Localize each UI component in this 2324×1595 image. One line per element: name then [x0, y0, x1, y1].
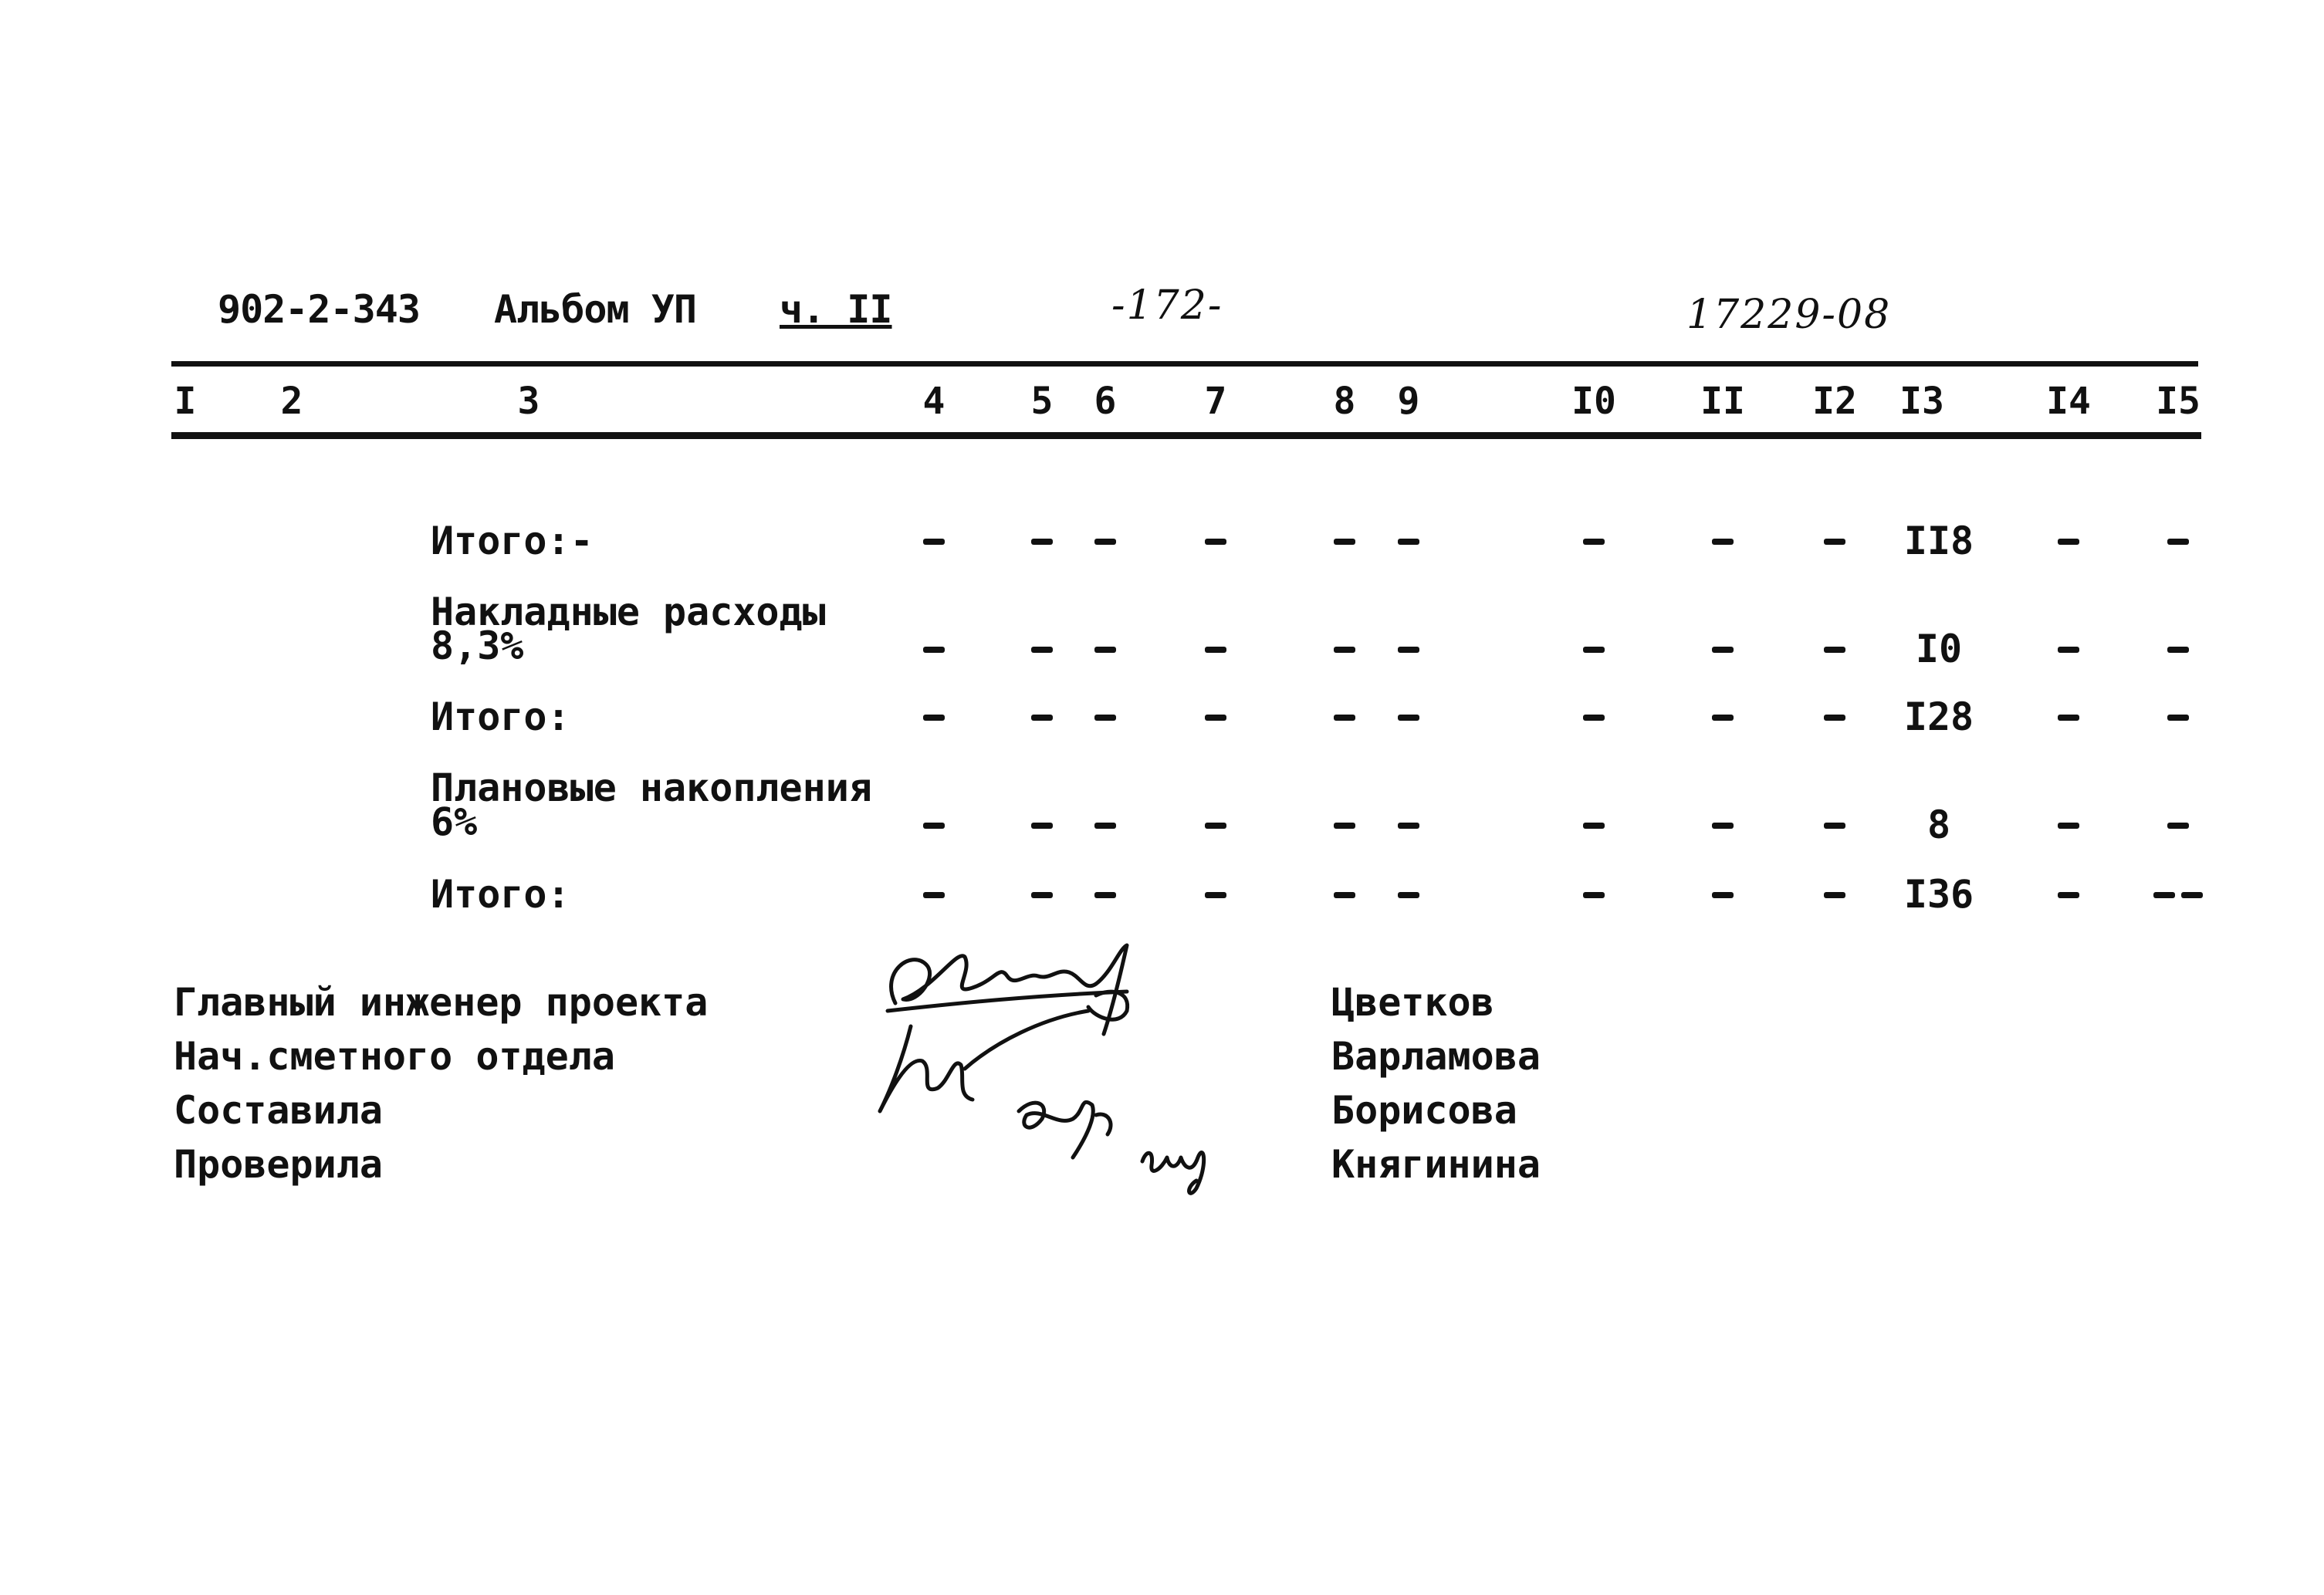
dash-stroke [2058, 715, 2079, 721]
col-num-5: 5 [1030, 380, 1054, 423]
dash-stroke [923, 823, 945, 829]
dash-stroke [2153, 892, 2175, 898]
dash-stroke [2058, 539, 2079, 545]
dash-stroke [923, 539, 945, 545]
table-cell [1583, 539, 1605, 545]
col-num-14: I4 [2046, 380, 2091, 423]
table-cell [1398, 647, 1419, 653]
dash-stroke [923, 892, 945, 898]
table-cell [2058, 823, 2079, 829]
row-label-total-3 [431, 872, 570, 917]
table-cell [1824, 539, 1845, 545]
dash-stroke [1712, 715, 1734, 721]
table-cell: I36 [1903, 872, 1974, 917]
dash-stroke [1583, 823, 1605, 829]
table-cell [1824, 647, 1845, 653]
dash-stroke [923, 647, 945, 653]
handwritten-signatures [864, 903, 1266, 1211]
signatory-role-checked: Проверила [174, 1142, 383, 1187]
col-num-2: 2 [280, 380, 303, 423]
table-cell [1094, 539, 1116, 545]
col-num-15: I5 [2156, 380, 2201, 423]
table-cell [1334, 715, 1355, 721]
dash-stroke [1824, 539, 1845, 545]
col-num-6: 6 [1094, 380, 1117, 423]
row-label-percent: 6% [431, 799, 478, 844]
col-num-9: 9 [1397, 380, 1420, 423]
dash-stroke [1334, 539, 1355, 545]
dash-stroke [2167, 539, 2189, 545]
table-cell [1398, 539, 1419, 545]
top-rule [171, 361, 2198, 367]
col-num-13: I3 [1899, 380, 1944, 423]
table-cell [1094, 715, 1116, 721]
table-cell [923, 823, 945, 829]
dash-stroke [1712, 823, 1734, 829]
dash-stroke [923, 715, 945, 721]
dash-stroke [1205, 823, 1226, 829]
dash-stroke [1031, 892, 1053, 898]
dash-stroke [1031, 647, 1053, 653]
table-cell [1094, 823, 1116, 829]
dash-stroke [1205, 647, 1226, 653]
dash-stroke [1398, 647, 1419, 653]
signatory-name-3: Борисова [1331, 1088, 1517, 1133]
table-cell [1712, 715, 1734, 721]
col-num-11: II [1700, 380, 1745, 423]
dash-stroke [1398, 715, 1419, 721]
col-num-3: 3 [517, 380, 540, 423]
table-cell [1583, 647, 1605, 653]
dash-stroke [1398, 823, 1419, 829]
table-cell [2167, 715, 2189, 721]
row-label-text: Итого: [431, 694, 570, 739]
table-cell [1334, 539, 1355, 545]
col-num-8: 8 [1333, 380, 1356, 423]
dash-stroke [1583, 647, 1605, 653]
table-cell [1712, 647, 1734, 653]
signatory-name-1: Цветков [1331, 980, 1494, 1025]
signatory-role-chief-engineer: Главный инженер проекта [174, 980, 709, 1025]
table-cell [1031, 647, 1053, 653]
sheet-code: 17229-08 [1686, 292, 1892, 338]
row-label-planned-savings [431, 765, 872, 844]
dash-stroke [1334, 823, 1355, 829]
dash-stroke [2058, 823, 2079, 829]
dash-stroke [1398, 539, 1419, 545]
table-cell [1824, 823, 1845, 829]
dash-stroke [1398, 892, 1419, 898]
table-cell [1031, 539, 1053, 545]
row-label-total-1 [431, 519, 594, 563]
dash-stroke [1712, 892, 1734, 898]
signatory-role-estimate-head: Нач.сметного отдела [174, 1034, 615, 1079]
table-cell [2167, 539, 2189, 545]
dash-stroke [1094, 647, 1116, 653]
dash-stroke [1094, 892, 1116, 898]
dash-stroke [1205, 715, 1226, 721]
table-cell [1031, 823, 1053, 829]
dash-stroke [2181, 892, 2203, 898]
table-cell: I0 [1915, 627, 1963, 671]
table-cell [1712, 823, 1734, 829]
col-num-1: I [174, 380, 197, 423]
dash-stroke [1583, 539, 1605, 545]
dash-stroke [2058, 892, 2079, 898]
dash-stroke [2058, 647, 2079, 653]
row-label-text: Накладные расходы [431, 590, 826, 634]
dash-stroke [1031, 823, 1053, 829]
table-cell [1583, 715, 1605, 721]
dash-stroke [1334, 715, 1355, 721]
dash-stroke [1205, 892, 1226, 898]
table-cell [923, 539, 945, 545]
dash-stroke [1205, 539, 1226, 545]
album-label: Альбом УП [494, 287, 696, 332]
table-cell [1824, 892, 1845, 898]
table-cell [1031, 715, 1053, 721]
dash-stroke [1712, 647, 1734, 653]
row-label-overhead [431, 590, 826, 668]
dash-stroke [1334, 647, 1355, 653]
table-cell [1583, 892, 1605, 898]
table-cell [1094, 647, 1116, 653]
table-cell [1334, 892, 1355, 898]
table-cell [1205, 539, 1226, 545]
col-num-12: I2 [1812, 380, 1857, 423]
table-cell [923, 715, 945, 721]
dash-stroke [1094, 539, 1116, 545]
row-label-text: Плановые накопления [431, 765, 872, 810]
dash-stroke [2167, 647, 2189, 653]
col-num-10: I0 [1571, 380, 1616, 423]
project-code: 902-2-343 [218, 287, 420, 332]
table-cell: 8 [1927, 803, 1951, 847]
dash-stroke [2167, 823, 2189, 829]
table-cell [1205, 892, 1226, 898]
dash-stroke [1583, 715, 1605, 721]
table-cell [923, 892, 945, 898]
table-cell [1824, 715, 1845, 721]
table-cell [1712, 892, 1734, 898]
table-cell [1334, 647, 1355, 653]
dash-stroke [1824, 715, 1845, 721]
row-label-percent: 8,3% [431, 623, 524, 668]
table-cell [923, 647, 945, 653]
header-bottom-rule [171, 432, 2201, 439]
row-label-text: Итого: [431, 872, 570, 917]
table-cell: II8 [1903, 519, 1974, 563]
dash-stroke [1824, 892, 1845, 898]
table-cell: I28 [1903, 694, 1974, 739]
table-cell [1031, 892, 1053, 898]
page-number: -172- [1111, 282, 1223, 329]
table-cell [2058, 647, 2079, 653]
table-cell [1398, 823, 1419, 829]
table-cell [1205, 823, 1226, 829]
table-cell [2058, 539, 2079, 545]
part-label: ч. II [780, 287, 892, 332]
col-num-7: 7 [1204, 380, 1227, 423]
dash-stroke [1031, 539, 1053, 545]
table-cell [2167, 823, 2189, 829]
dash-stroke [1094, 715, 1116, 721]
dash-stroke [1824, 823, 1845, 829]
signatory-name-4: Княгинина [1331, 1142, 1541, 1187]
table-cell [1094, 892, 1116, 898]
dash-stroke [1712, 539, 1734, 545]
dash-stroke [1334, 892, 1355, 898]
signatory-role-compiled: Составила [174, 1088, 383, 1133]
dash-stroke [1583, 892, 1605, 898]
table-cell [1205, 715, 1226, 721]
dash-stroke [1094, 823, 1116, 829]
table-cell [1398, 892, 1419, 898]
dash-stroke [1031, 715, 1053, 721]
table-cell [1583, 823, 1605, 829]
table-cell [2167, 647, 2189, 653]
col-num-4: 4 [922, 380, 945, 423]
row-label-text: Итого:- [431, 519, 594, 563]
row-label-total-2 [431, 694, 570, 739]
table-cell [1205, 647, 1226, 653]
table-cell [2058, 892, 2079, 898]
signatory-name-2: Варламова [1331, 1034, 1541, 1079]
table-cell [1334, 823, 1355, 829]
table-cell [1398, 715, 1419, 721]
table-cell [2153, 892, 2203, 898]
dash-stroke [2167, 715, 2189, 721]
table-cell [2058, 715, 2079, 721]
table-cell [1712, 539, 1734, 545]
dash-stroke [1824, 647, 1845, 653]
